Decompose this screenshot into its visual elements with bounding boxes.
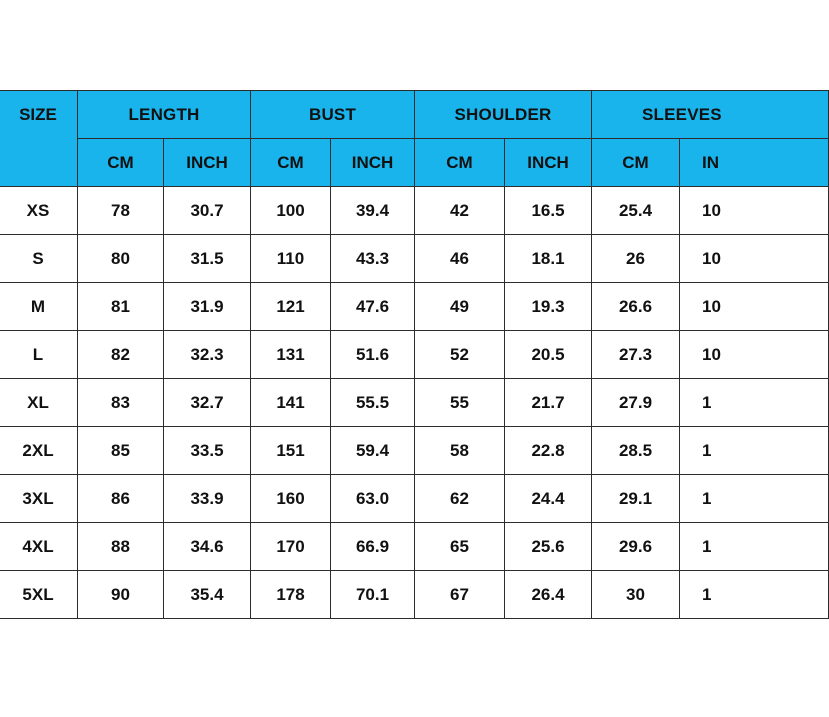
table-cell: 25.4 [592,187,680,235]
table-cell: 65 [415,523,505,571]
table-cell: 131 [251,331,331,379]
table-cell: 33.5 [164,427,251,475]
size-label: XL [0,379,78,427]
size-label: S [0,235,78,283]
length-cm-header: CM [78,139,164,187]
sleeves-inch-header: IN [680,139,829,187]
bust-group-header: BUST [251,91,415,139]
table-cell: 32.3 [164,331,251,379]
table-row [0,187,829,235]
table-cell: 27.3 [592,331,680,379]
size-header-blank [0,139,78,187]
table-cell: 178 [251,571,331,619]
table-cell: 30 [592,571,680,619]
table-cell: 18.1 [505,235,592,283]
table-cell: 10 [680,235,829,283]
table-cell: 34.6 [164,523,251,571]
table-cell: 24.4 [505,475,592,523]
table-row [0,379,829,427]
group-header-row [0,91,829,139]
table-cell: 29.1 [592,475,680,523]
table-cell: 31.5 [164,235,251,283]
table-cell: 151 [251,427,331,475]
bust-cm-header: CM [251,139,331,187]
table-cell: 20.5 [505,331,592,379]
table-cell: 141 [251,379,331,427]
shoulder-inch-header: INCH [505,139,592,187]
table-cell: 66.9 [331,523,415,571]
table-cell: 59.4 [331,427,415,475]
table-row [0,331,829,379]
table-row [0,523,829,571]
table-cell: 121 [251,283,331,331]
unit-header-row [0,139,829,187]
shoulder-group-header: SHOULDER [415,91,592,139]
table-cell: 55.5 [331,379,415,427]
table-cell: 90 [78,571,164,619]
bust-inch-header: INCH [331,139,415,187]
table-cell: 62 [415,475,505,523]
table-cell: 49 [415,283,505,331]
table-cell: 78 [78,187,164,235]
table-cell: 26.6 [592,283,680,331]
size-label: 5XL [0,571,78,619]
table-row [0,427,829,475]
table-cell: 26 [592,235,680,283]
table-cell: 33.9 [164,475,251,523]
size-label: 3XL [0,475,78,523]
table-cell: 29.6 [592,523,680,571]
size-chart-table [0,90,829,619]
table-row [0,475,829,523]
size-column-header: SIZE [0,91,78,139]
length-inch-header: INCH [164,139,251,187]
size-label: 4XL [0,523,78,571]
table-cell: 52 [415,331,505,379]
table-cell: 19.3 [505,283,592,331]
sleeves-group-header: SLEEVES [592,91,829,139]
sleeves-cm-header: CM [592,139,680,187]
table-cell: 55 [415,379,505,427]
table-row [0,235,829,283]
table-cell: 70.1 [331,571,415,619]
table-cell: 1 [680,523,829,571]
table-cell: 63.0 [331,475,415,523]
table-cell: 26.4 [505,571,592,619]
table-cell: 160 [251,475,331,523]
table-cell: 1 [680,427,829,475]
table-cell: 1 [680,379,829,427]
size-label: L [0,331,78,379]
table-cell: 46 [415,235,505,283]
table-row [0,571,829,619]
table-row [0,283,829,331]
table-cell: 83 [78,379,164,427]
length-group-header: LENGTH [78,91,251,139]
table-cell: 1 [680,571,829,619]
table-cell: 80 [78,235,164,283]
table-cell: 35.4 [164,571,251,619]
table-cell: 30.7 [164,187,251,235]
table-cell: 100 [251,187,331,235]
table-cell: 10 [680,331,829,379]
table-cell: 39.4 [331,187,415,235]
table-cell: 10 [680,187,829,235]
table-cell: 10 [680,283,829,331]
size-label: M [0,283,78,331]
table-cell: 28.5 [592,427,680,475]
table-cell: 170 [251,523,331,571]
size-label: 2XL [0,427,78,475]
table-cell: 32.7 [164,379,251,427]
size-label: XS [0,187,78,235]
table-cell: 86 [78,475,164,523]
table-cell: 22.8 [505,427,592,475]
table-cell: 27.9 [592,379,680,427]
table-cell: 16.5 [505,187,592,235]
table-cell: 81 [78,283,164,331]
table-cell: 25.6 [505,523,592,571]
table-cell: 31.9 [164,283,251,331]
table-cell: 110 [251,235,331,283]
table-cell: 82 [78,331,164,379]
table-cell: 21.7 [505,379,592,427]
table-cell: 47.6 [331,283,415,331]
table-cell: 43.3 [331,235,415,283]
table-cell: 1 [680,475,829,523]
table-cell: 88 [78,523,164,571]
shoulder-cm-header: CM [415,139,505,187]
table-cell: 42 [415,187,505,235]
table-cell: 51.6 [331,331,415,379]
table-cell: 67 [415,571,505,619]
table-cell: 58 [415,427,505,475]
table-cell: 85 [78,427,164,475]
